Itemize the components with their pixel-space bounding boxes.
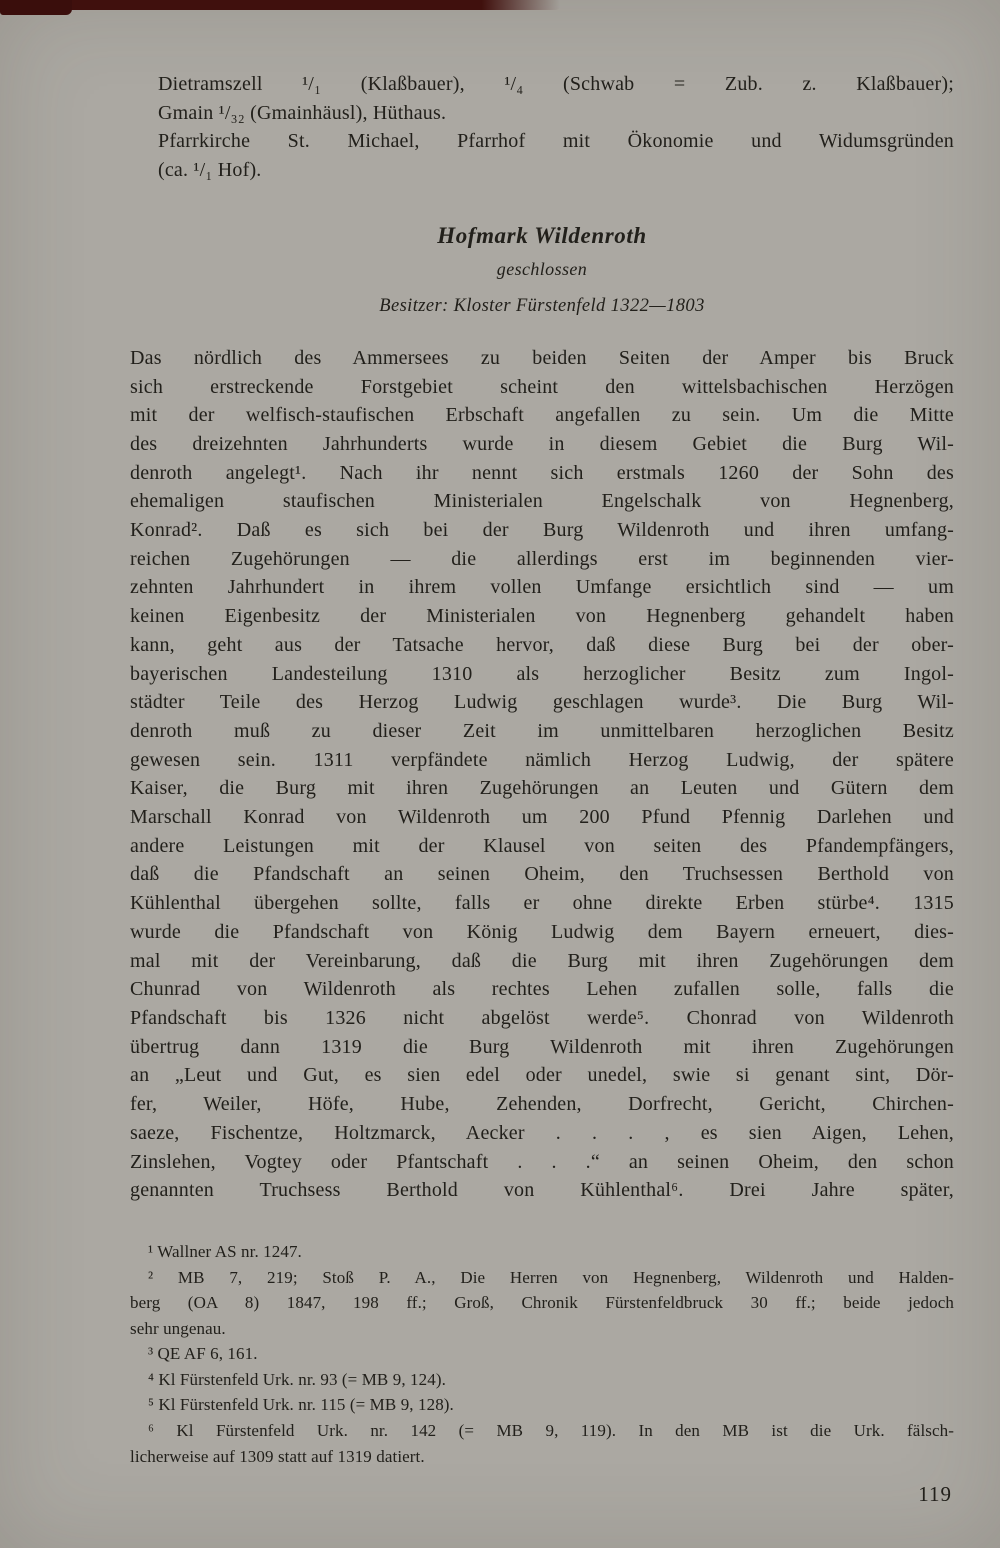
text-line: an „Leut und Gut, es sien edel oder unedel, swie si genant sint, Dör- xyxy=(130,1064,954,1087)
text-line: Das nördlich des Ammersees zu beiden Seiten der Amper bis Bruck xyxy=(130,346,954,369)
text-line: berg (OA 8) 1847, 198 ff.; Groß, Chronik Fürstenfeldbruck 30 ff.; beide jedoch xyxy=(130,1293,954,1313)
text-line: genannten Truchsess Berthold von Kühlenthal⁶. Drei Jahre später, xyxy=(130,1179,954,1202)
text-line: denroth angelegt¹. Nach ihr nennt sich erstmals 1260 der Sohn des xyxy=(130,461,954,484)
text-line: (ca. ¹/₁ Hof). xyxy=(158,159,262,182)
page-number: 119 xyxy=(918,1482,952,1507)
text-line: Chunrad von Wildenroth als rechtes Lehen zufallen solle, falls die xyxy=(130,978,954,1001)
text-line: wurde die Pfandschaft von König Ludwig dem Bayern erneuert, dies- xyxy=(130,920,954,943)
text-line: daß die Pfandschaft an seinen Oheim, den Truchsessen Berthold von xyxy=(130,863,954,886)
text-line: Kühlenthal übergehen sollte, falls er ohne direkte Erben stürbe⁴. 1315 xyxy=(130,892,954,915)
section-owner-line: Besitzer: Kloster Fürstenfeld 1322—1803 xyxy=(379,295,705,316)
footnotes-block xyxy=(130,1239,954,1469)
text-line: mit der welfisch-staufischen Erbschaft angefallen zu sein. Um die Mitte xyxy=(130,404,954,427)
text-line: licherweise auf 1309 statt auf 1319 datiert. xyxy=(130,1446,425,1466)
text-line: Pfandschaft bis 1326 nicht abgelöst werde⁵. Chonrad von Wildenroth xyxy=(130,1006,954,1029)
text-line: denroth muß zu dieser Zeit im unmittelbaren herzoglichen Besitz xyxy=(130,719,954,742)
text-line: saeze, Fischentze, Holtzmarck, Aecker . . . , es sien Aigen, Lehen, xyxy=(130,1121,954,1144)
text-line: zehnten Jahrhundert in ihrem vollen Umfange ersichtlich sind — um xyxy=(130,576,954,599)
text-line: des dreizehnten Jahrhunderts wurde in diesem Gebiet die Burg Wil- xyxy=(130,432,954,455)
text-line: ehemaligen staufischen Ministerialen Engelschalk von Hegnenberg, xyxy=(130,490,954,513)
section-status: geschlossen xyxy=(496,258,588,279)
text-line: sich erstreckende Forstgebiet scheint den wittelsbachischen Herzögen xyxy=(130,375,954,398)
text-line: ³ QE AF 6, 161. xyxy=(148,1344,258,1364)
text-line: bayerischen Landesteilung 1310 als herzoglicher Besitz zum Ingol- xyxy=(130,662,954,685)
text-line: ⁴ Kl Fürstenfeld Urk. nr. 93 (= MB 9, 124). xyxy=(148,1369,446,1389)
text-line: Marschall Konrad von Wildenroth um 200 Pfund Pfennig Darlehen und xyxy=(130,806,954,829)
text-line: reichen Zugehörungen — die allerdings erst im beginnenden vier- xyxy=(130,547,954,570)
section-title: Hofmark Wildenroth xyxy=(437,222,647,248)
page-content xyxy=(130,70,954,1507)
property-entry-block xyxy=(130,70,954,185)
text-line: keinen Eigenbesitz der Ministerialen von Hegnenberg gehandelt haben xyxy=(130,605,954,628)
text-line: andere Leistungen mit der Klausel von seiten des Pfandempfängers, xyxy=(130,834,954,857)
text-line: fer, Weiler, Höfe, Hube, Zehenden, Dorfrecht, Gericht, Chirchen- xyxy=(130,1093,954,1116)
text-line: übertrug dann 1319 die Burg Wildenroth mit ihren Zugehörungen xyxy=(130,1035,954,1058)
text-line: Zinslehen, Vogtey oder Pfantschaft . . .“ an seinen Oheim, den schon xyxy=(130,1150,954,1173)
text-line: ² MB 7, 219; Stoß P. A., Die Herren von Hegnenberg, Wildenroth und Halden- xyxy=(148,1267,954,1287)
scan-edge-artifact xyxy=(0,0,560,10)
text-line: Gmain ¹/₃₂ (Gmainhäusl), Hüthaus. xyxy=(158,101,447,124)
text-line: städter Teile des Herzog Ludwig geschlagen wurde³. Die Burg Wil- xyxy=(130,691,954,714)
text-line: Konrad². Daß es sich bei der Burg Wildenroth und ihren umfang- xyxy=(130,519,954,542)
text-line: Kaiser, die Burg mit ihren Zugehörungen an Leuten und Gütern dem xyxy=(130,777,954,800)
text-line: ¹ Wallner AS nr. 1247. xyxy=(148,1241,302,1261)
text-line: gewesen sein. 1311 verpfändete nämlich Herzog Ludwig, der spätere xyxy=(130,748,954,771)
body-paragraph xyxy=(130,344,954,1205)
text-line: Pfarrkirche St. Michael, Pfarrhof mit Ökonomie und Widumsgründen xyxy=(158,130,954,153)
text-line: Dietramszell ¹/₁ (Klaßbauer), ¹/₄ (Schwab = Zub. z. Klaßbauer); xyxy=(158,73,954,95)
text-line: mal mit der Vereinbarung, daß die Burg mit ihren Zugehörungen dem xyxy=(130,949,954,972)
text-line: sehr ungenau. xyxy=(130,1318,226,1338)
scan-edge-artifact-corner xyxy=(0,0,72,15)
text-line: kann, geht aus der Tatsache hervor, daß diese Burg bei der ober- xyxy=(130,633,954,656)
text-line: ⁵ Kl Fürstenfeld Urk. nr. 115 (= MB 9, 128). xyxy=(148,1395,454,1415)
text-line: ⁶ Kl Fürstenfeld Urk. nr. 142 (= MB 9, 119). In den MB ist die Urk. fälsch- xyxy=(148,1421,954,1441)
